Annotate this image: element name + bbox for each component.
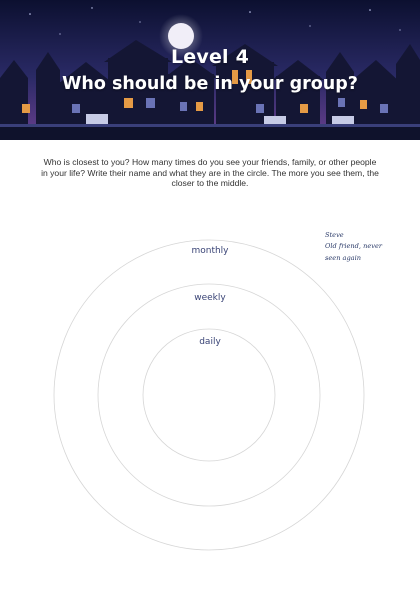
- relationship-circles: [0, 200, 420, 595]
- ring-label-weekly: weekly: [194, 293, 226, 303]
- level-title: Level 4: [170, 46, 249, 68]
- street: [0, 127, 420, 140]
- note-line: seen again: [325, 253, 361, 262]
- ring-weekly[interactable]: [98, 284, 320, 506]
- ring-daily[interactable]: [143, 329, 275, 461]
- note-line: Steve: [325, 231, 344, 239]
- night-street-illustration: [0, 0, 420, 140]
- ring-monthly[interactable]: [54, 240, 364, 550]
- instructions-text: Who is closest to you? How many times do you see your friends, family, or other people in your life? Write their name and what they are in the circle. The more you see them, the closer to the middle.: [41, 157, 379, 189]
- note-line: Old friend, never: [325, 242, 383, 251]
- ring-label-monthly: monthly: [191, 246, 229, 256]
- page-title: Who should be in your group?: [62, 74, 358, 94]
- header-banner: [0, 0, 420, 140]
- fence-line: [0, 124, 420, 127]
- ring-label-daily: daily: [199, 337, 221, 347]
